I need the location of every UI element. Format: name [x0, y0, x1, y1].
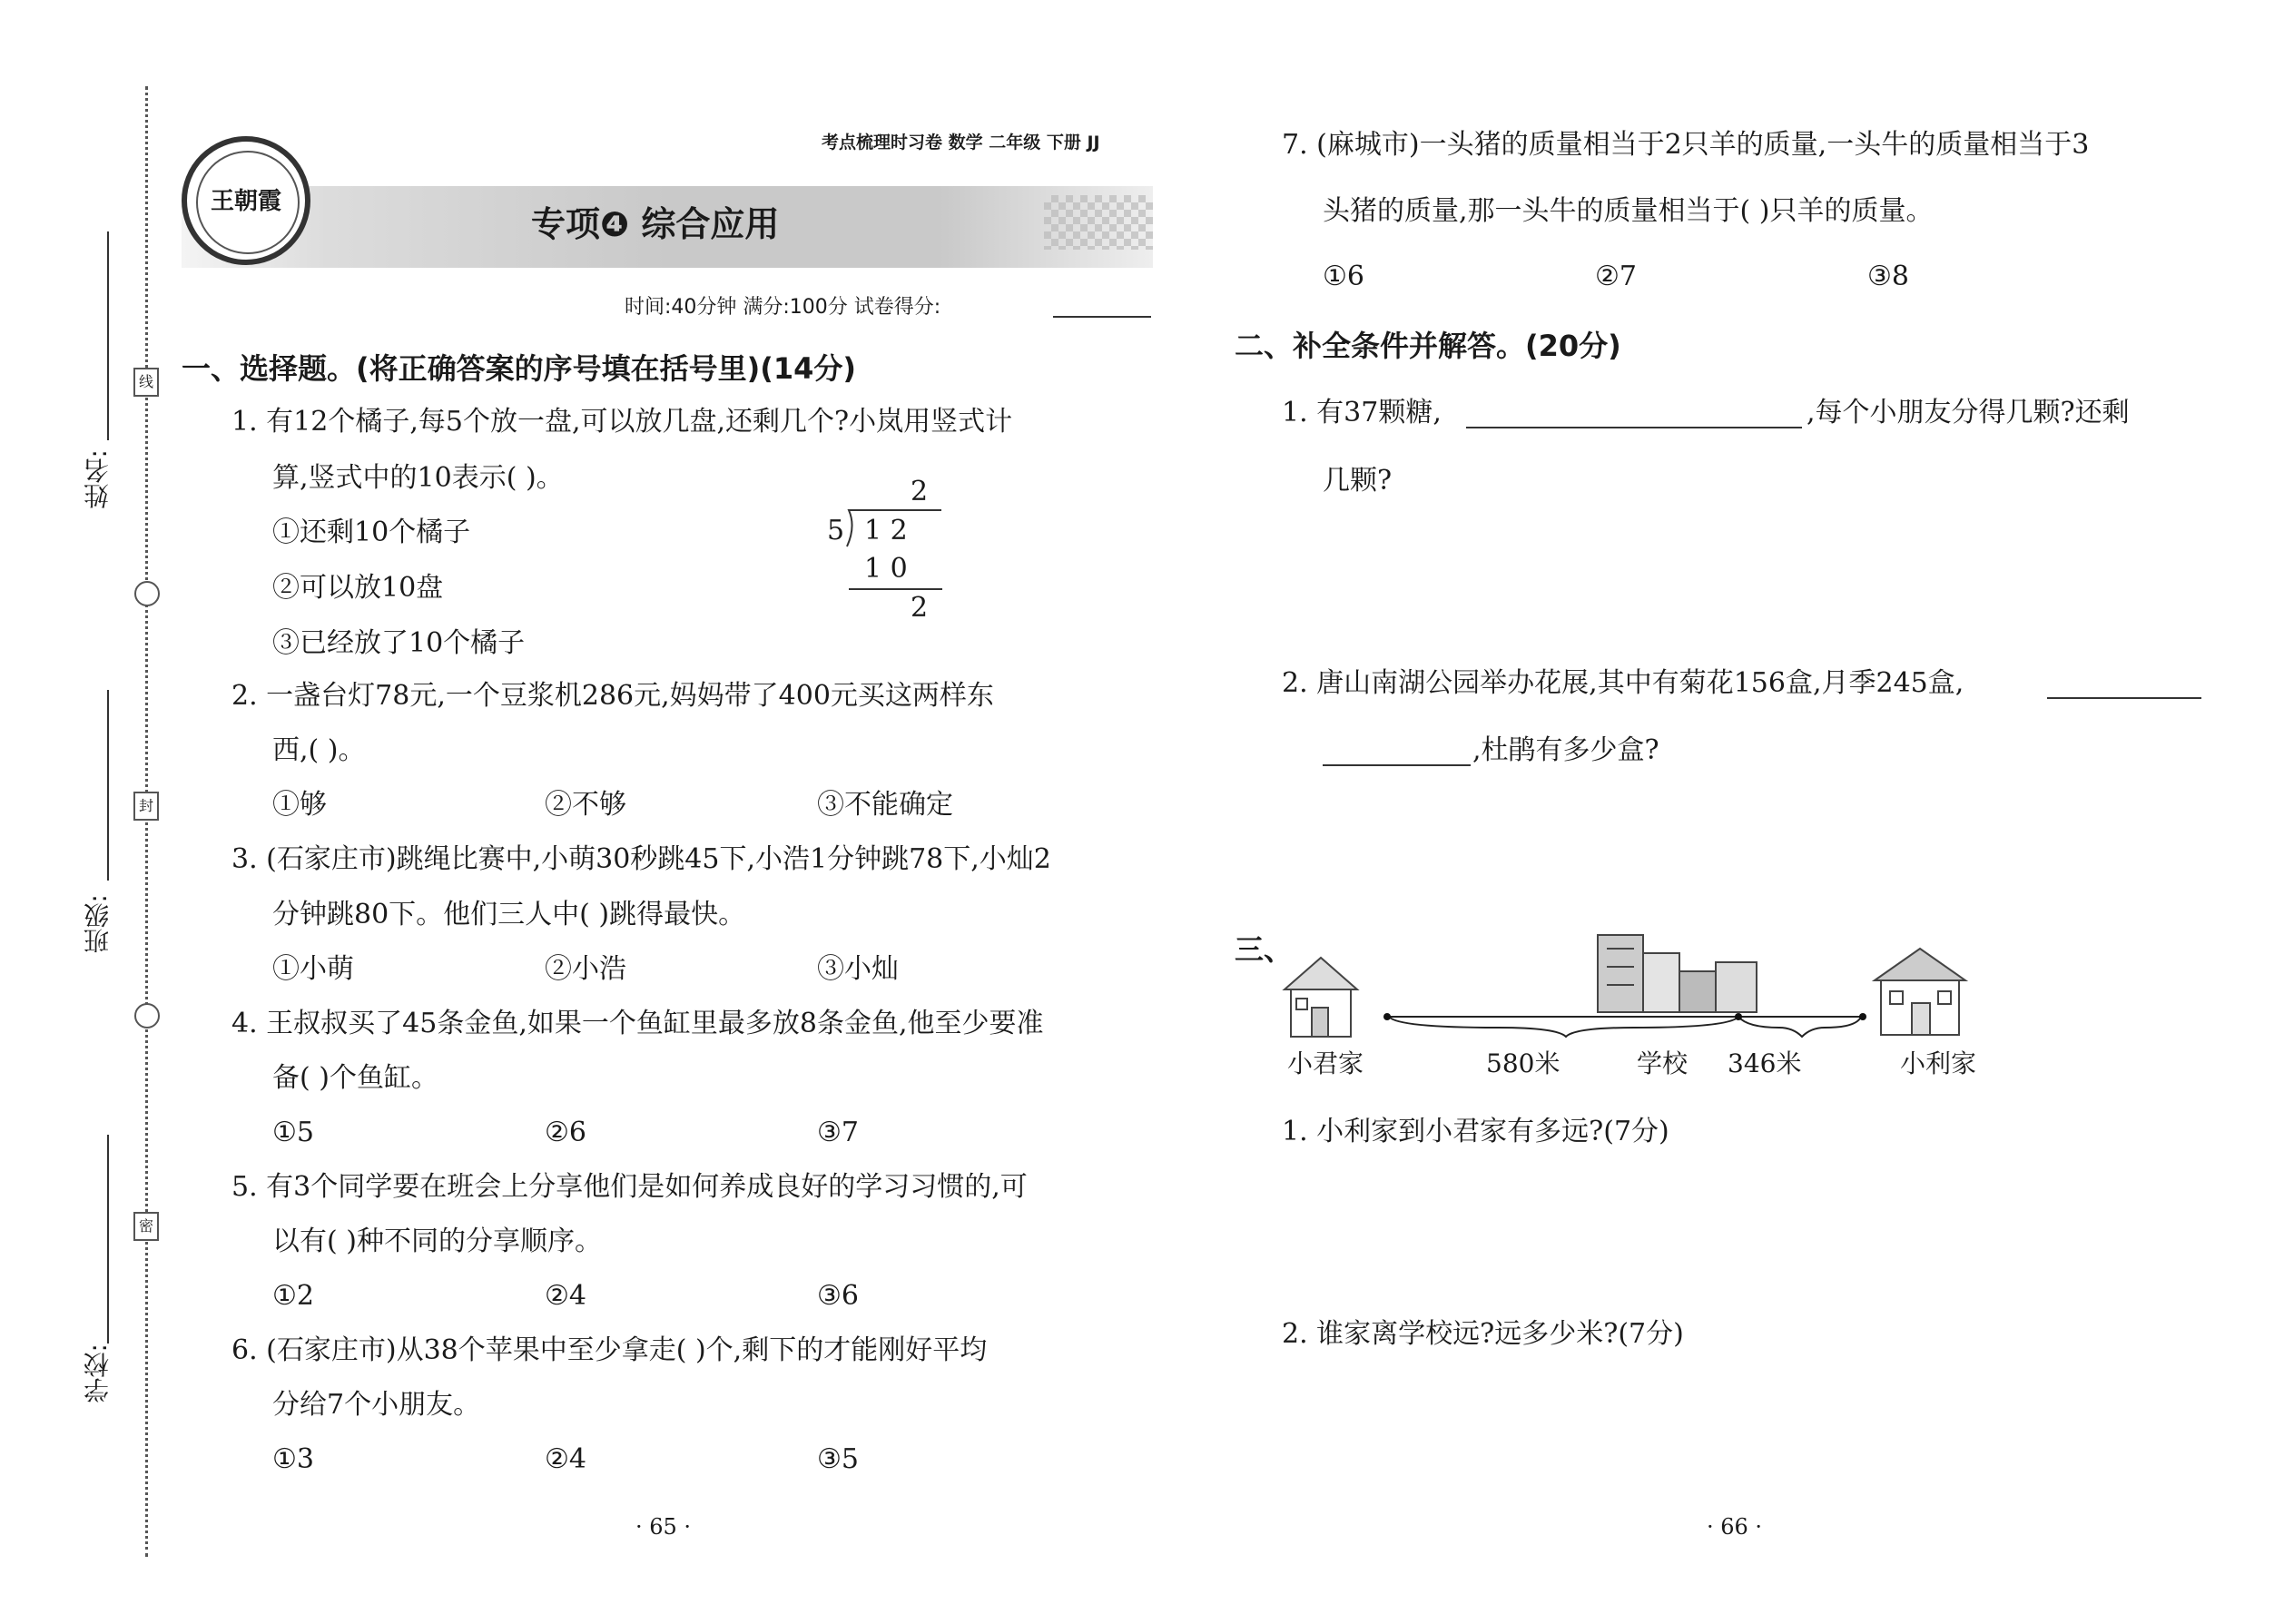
- q1-line1: 1. 有12个橘子,每5个放一盘,可以放几盘,还剩几个?小岚用竖式计: [231, 406, 1013, 438]
- division-product: 1 0: [864, 553, 908, 585]
- q6-option1: ①3: [272, 1443, 314, 1475]
- q6-option2: ②4: [545, 1443, 586, 1475]
- q7-option3: ③8: [1867, 261, 1909, 292]
- name-underline: [107, 231, 109, 440]
- exam-meta: 时间:40分钟 满分:100分 试卷得分:: [625, 296, 941, 319]
- school-point: [1735, 1013, 1742, 1020]
- banner-pattern: [1044, 195, 1153, 250]
- binding-hole-2: [134, 1003, 160, 1029]
- q5-line2: 以有( )种不同的分享顺序。: [272, 1225, 602, 1257]
- q3-option3: ③小灿: [817, 953, 899, 985]
- binding-hole-1: [134, 581, 160, 606]
- q4-option1: ①5: [272, 1117, 314, 1148]
- page-number-left: · 65 ·: [635, 1514, 692, 1540]
- s3-q1: 1. 小利家到小君家有多远?(7分): [1282, 1116, 1669, 1147]
- q7-line1: 7. (麻城市)一头猪的质量相当于2只羊的质量,一头牛的质量相当于3: [1282, 129, 2090, 161]
- xiaojun-point: [1383, 1013, 1391, 1020]
- page-title: 专项❹ 综合应用: [531, 204, 780, 244]
- school-label: 学校:: [83, 1343, 113, 1403]
- q1-line2: 算,竖式中的10表示( )。: [272, 462, 564, 494]
- q4-line2: 备( )个鱼缸。: [272, 1062, 438, 1094]
- section3-title: 三、: [1235, 932, 1294, 967]
- division-quotient: 2: [911, 476, 929, 507]
- binding-mark-mi: 密: [133, 1212, 159, 1241]
- s2-q2-blank-b: [1323, 764, 1471, 766]
- score-blank: [1053, 316, 1151, 318]
- s2-q2-line2: ,杜鹃有多少盒?: [1472, 734, 1659, 766]
- route-diagram: [1271, 926, 2015, 1062]
- page-number-right: · 66 ·: [1707, 1514, 1763, 1540]
- xiaojun-house-icon: [1285, 958, 1357, 1037]
- s2-q1-blank: [1466, 427, 1802, 428]
- q2-option1: ①够: [272, 789, 327, 821]
- q5-option3: ③6: [817, 1280, 859, 1312]
- q1-option3: ③已经放了10个橘子: [272, 627, 526, 659]
- q3-line1: 3. (石家庄市)跳绳比赛中,小萌30秒跳45下,小浩1分钟跳78下,小灿2: [231, 843, 1051, 875]
- q1-option1: ①还剩10个橘子: [272, 517, 471, 548]
- binding-mark-feng: 封: [133, 792, 159, 821]
- division-remainder: 2: [911, 592, 929, 624]
- q4-option2: ②6: [545, 1117, 586, 1148]
- q5-line1: 5. 有3个同学要在班会上分享他们是如何养成良好的学习习惯的,可: [231, 1171, 1028, 1203]
- q6-line1: 6. (石家庄市)从38个苹果中至少拿走( )个,剩下的才能刚好平均: [231, 1334, 988, 1366]
- label-xiaoli-home: 小利家: [1900, 1048, 1977, 1078]
- s3-q2: 2. 谁家离学校远?远多少米?(7分): [1282, 1318, 1684, 1350]
- q2-line1: 2. 一盏台灯78元,一个豆浆机286元,妈妈带了400元买这两样东: [231, 680, 994, 712]
- s2-q1-line2: 几颗?: [1323, 465, 1393, 497]
- q6-line2: 分给7个小朋友。: [272, 1389, 481, 1421]
- s2-q1-start: 1. 有37颗糖,: [1282, 397, 1442, 428]
- q6-option3: ③5: [817, 1443, 859, 1475]
- class-label: 班级:: [83, 894, 113, 954]
- school-underline: [107, 1135, 109, 1343]
- q3-option2: ②小浩: [545, 953, 626, 985]
- name-label: 姓名:: [83, 449, 113, 509]
- division-rule: [849, 588, 942, 590]
- binding-dotted-line: [145, 86, 148, 1557]
- division-divisor: 5: [827, 515, 845, 546]
- label-xiaojun-home: 小君家: [1287, 1048, 1364, 1078]
- section1-title: 一、选择题。(将正确答案的序号填在括号里)(14分): [182, 351, 857, 386]
- brand-logo: 王朝霞: [182, 136, 310, 265]
- s2-q1-end: ,每个小朋友分得几颗?还剩: [1807, 397, 2130, 428]
- q2-option3: ③不能确定: [817, 789, 953, 821]
- series-info: 考点梳理时习卷 数学 二年级 下册 JJ: [822, 133, 1100, 153]
- q2-line2: 西,( )。: [272, 734, 366, 766]
- label-school: 学校: [1637, 1048, 1689, 1078]
- division-dividend: 1 2: [864, 515, 908, 546]
- label-distance-580: 580米: [1486, 1048, 1561, 1078]
- section2-title: 二、补全条件并解答。(20分): [1235, 329, 1621, 363]
- q5-option1: ①2: [272, 1280, 314, 1312]
- school-building-icon: [1598, 935, 1757, 1012]
- q3-option1: ①小萌: [272, 953, 354, 985]
- route-line: [1389, 1017, 1861, 1037]
- q4-line1: 4. 王叔叔买了45条金鱼,如果一个鱼缸里最多放8条金鱼,他至少要准: [231, 1008, 1044, 1039]
- q4-option3: ③7: [817, 1117, 859, 1148]
- q5-option2: ②4: [545, 1280, 586, 1312]
- s2-q2-line1: 2. 唐山南湖公园举办花展,其中有菊花156盒,月季245盒,: [1282, 667, 1964, 699]
- q7-option2: ②7: [1595, 261, 1637, 292]
- q2-option2: ②不够: [545, 789, 626, 821]
- binding-mark-xian: 线: [133, 368, 159, 397]
- q7-line2: 头猪的质量,那一头牛的质量相当于( )只羊的质量。: [1323, 195, 1934, 227]
- label-distance-346: 346米: [1728, 1048, 1802, 1078]
- s2-q2-blank-a: [2047, 697, 2201, 699]
- class-underline: [107, 690, 109, 881]
- q7-option1: ①6: [1323, 261, 1364, 292]
- q3-line2: 分钟跳80下。他们三人中( )跳得最快。: [272, 899, 746, 930]
- xiaoli-house-icon: [1875, 949, 1965, 1035]
- q1-option2: ②可以放10盘: [272, 572, 444, 604]
- xiaoli-point: [1859, 1013, 1866, 1020]
